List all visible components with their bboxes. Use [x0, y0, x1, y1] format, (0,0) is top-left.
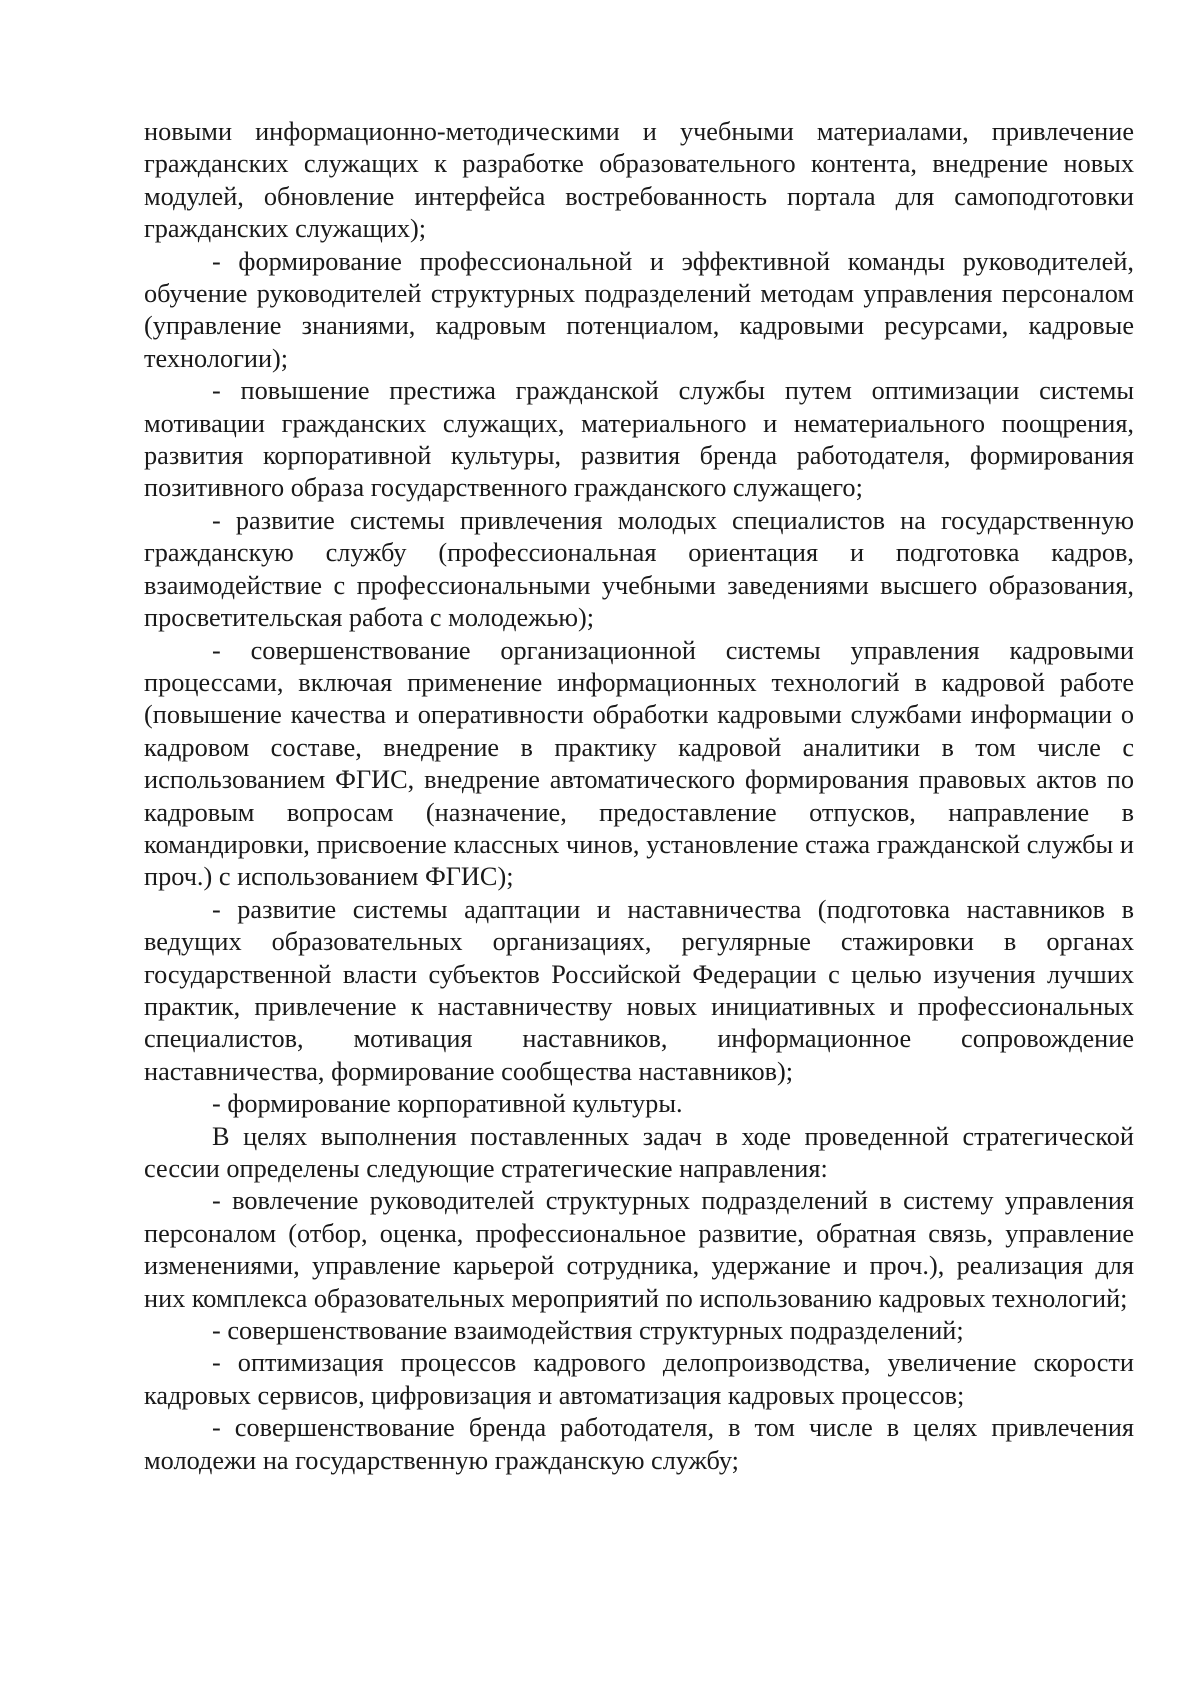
paragraph-paperwork-optimization: - оптимизация процессов кадрового делопроизводства, увеличение скорости кадровых сервисов, цифровизация и автоматизация кадровых процессов;	[144, 1348, 1134, 1410]
paragraph-service-prestige: - повышение престижа гражданской службы путем оптимизации системы мотивации гражданских служащих, материального и нематериального поощрения, развития корпоративной культуры, развития бренда работодателя, формирования позитивного образа государственного гражданского служащего;	[144, 376, 1134, 503]
document-page	[144, 116, 1134, 1477]
paragraph-youth-recruitment: - развитие системы привлечения молодых специалистов на государственную гражданскую службу (профессиональная ориентация и подготовка кадров, взаимодействие с профессиональными учебными заведениями высшего образования, просветительская работа с молодежью);	[144, 505, 1134, 633]
paragraph-units-interaction: - совершенствование взаимодействия структурных подразделений;	[212, 1316, 964, 1346]
paragraph-hr-processes: - совершенствование организационной системы управления кадровыми процессами, включая применение информационных технологий в кадровой работе (повышение качества и оперативности обработки кадровыми службами информации о кадровом составе, внедрение в практику кадровой аналитики в том числе с использованием ФГИС, внедрение автоматического формирования правовых актов по кадровым вопросам (назначение, предоставление отпусков, направление в командировки, присвоение классных чинов, установление стажа гражданской службы и проч.) с использованием ФГИС);	[144, 635, 1134, 892]
paragraph-strategic-session: В целях выполнения поставленных задач в ходе проведенной стратегической сессии определены следующие стратегические направления:	[144, 1121, 1134, 1183]
paragraph-corporate-culture: - формирование корпоративной культуры.	[212, 1089, 683, 1119]
paragraph-portal-continuation: новыми информационно-методическими и учебными материалами, привлечение гражданских служащих к разработке образовательного контента, внедрение новых модулей, обновление интерфейса востребованность портала для самоподготовки гражданских служащих);	[144, 117, 1134, 244]
paragraph-managers-involvement: - вовлечение руководителей структурных подразделений в систему управления персоналом (отбор, оценка, профессиональное развитие, обратная связь, управление изменениями, управление карьерой сотрудника, удержание и проч.), реализация для них комплекса образовательных мероприятий по использованию кадровых технологий;	[144, 1186, 1134, 1313]
paragraph-leadership-team: - формирование профессиональной и эффективной команды руководителей, обучение руководителей структурных подразделений методам управления персоналом (управление знаниями, кадровым потенциалом, кадровыми ресурсами, кадровые технологии);	[144, 246, 1134, 373]
paragraph-adaptation-mentoring: - развитие системы адаптации и наставничества (подготовка наставников в ведущих образовательных организациях, регулярные стажировки в органах государственной власти субъектов Российской Федерации с целью изучения лучших практик, привлечение к наставничеству новых инициативных и профессиональных специалистов, мотивация наставников, информационное сопровождение наставничества, формирование сообщества наставников);	[144, 894, 1134, 1086]
paragraph-employer-brand: - совершенствование бренда работодателя, в том числе в целях привлечения молодежи на государственную гражданскую службу;	[144, 1413, 1134, 1475]
